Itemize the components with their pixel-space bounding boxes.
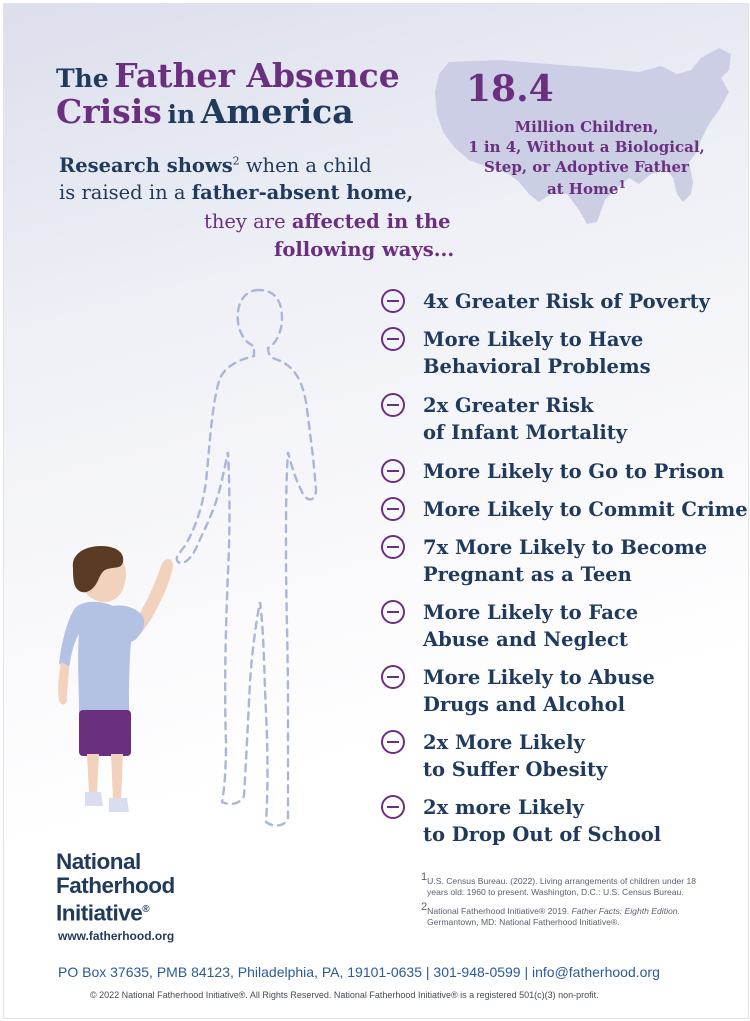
child-illustration [49,544,189,824]
effect-text [423,794,661,848]
effect-text [423,392,627,446]
effect-line-2: Pregnant as a Teen [423,563,632,586]
effect-line-1: More Likely to Commit Crime [423,498,748,521]
effect-text [423,496,748,523]
effect-line-2: to Drop Out of School [423,823,662,846]
title-crisis: Crisis [56,92,162,131]
title-father-absence: Father Absence [114,56,400,95]
effect-line-2: Behavioral Problems [423,355,651,378]
effect-line-1: More Likely to Face [423,601,639,624]
page-title-line-1 [56,56,400,95]
research-line-2: is raised in a father-absent home, [59,181,414,204]
org-website-link[interactable]: www.fatherhood.org [58,929,175,943]
logo-line-fatherhood: Fatherhood [56,873,175,898]
father-outline-illustration [164,282,354,842]
effect-text [423,534,707,588]
minus-circle-icon [381,535,405,559]
effect-line-1: 2x More Likely [423,731,585,754]
page-title-line-2 [56,92,354,131]
title-america: America [200,92,354,131]
minus-circle-icon [381,459,405,483]
effect-text [423,664,655,718]
minus-circle-icon [381,497,405,521]
minus-circle-icon [381,327,405,351]
title-word-the: The [56,64,109,93]
effect-line-1: 4x Greater Risk of Poverty [423,290,710,313]
minus-circle-icon [381,289,405,313]
contact-info[interactable]: PO Box 37635, PMB 84123, Philadelphia, PA, 19101-0635 | 301-948-0599 | info@fatherhood.org [58,964,660,980]
minus-circle-icon [381,600,405,624]
effect-line-1: 2x more Likely [423,796,584,819]
research-line-1: Research shows$^2$ when a child [59,154,372,177]
effect-text [423,729,607,783]
footnote-1: $^1$U.S. Census Bureau. (2022). Living arrangements of children under 18 years old: 1960 to present. Washington, D.C.: U.S. Census Bureau. [421,871,697,897]
minus-circle-icon [381,393,405,417]
effect-line-2: Abuse and Neglect [423,628,628,651]
title-word-in: in [167,100,196,129]
minus-circle-icon [381,730,405,754]
effect-text [423,458,724,485]
effect-line-1: More Likely to Go to Prison [423,460,725,483]
infographic-page [3,3,749,1019]
research-line-4: following ways... [274,238,455,261]
minus-circle-icon [381,665,405,689]
stat-line-1: Million Children, [514,118,659,136]
logo-line-initiative: Initiative® [56,900,150,926]
logo-line-national: National [56,849,141,874]
effect-text [423,288,710,315]
child-shorts [79,710,131,756]
effect-line-2: of Infant Mortality [423,421,628,444]
effect-line-1: 2x Greater Risk [423,394,594,417]
effect-line-1: More Likely to Abuse [423,666,655,689]
footnotes [421,872,749,932]
stat-line-4: at Home$^1$ [546,178,627,198]
footnote-2: $^2$National Fatherhood Initiative® 2019. Father Facts: Eighth Edition. Germantown, MD: National Fatherhood Initiative®. [421,900,680,927]
effect-line-1: More Likely to Have [423,328,644,351]
effect-line-1: 7x More Likely to Become [423,536,708,559]
minus-circle-icon [381,795,405,819]
stat-line-3: Step, or Adoptive Father [484,158,689,176]
effect-line-2: Drugs and Alcohol [423,693,626,716]
effect-text [423,326,651,380]
stat-line-2: 1 in 4, Without a Biological, [468,138,705,156]
effect-text [423,599,638,653]
research-line-3: they are affected in the [204,210,451,233]
stat-number: 18.4 [466,68,554,110]
effect-line-2: to Suffer Obesity [423,758,608,781]
copyright-notice: © 2022 National Fatherhood Initiative®. All Rights Reserved. National Fatherhood Initiative® is a registered 501(c)(3) non-profit. [90,990,599,1000]
nfi-logo [56,850,175,926]
